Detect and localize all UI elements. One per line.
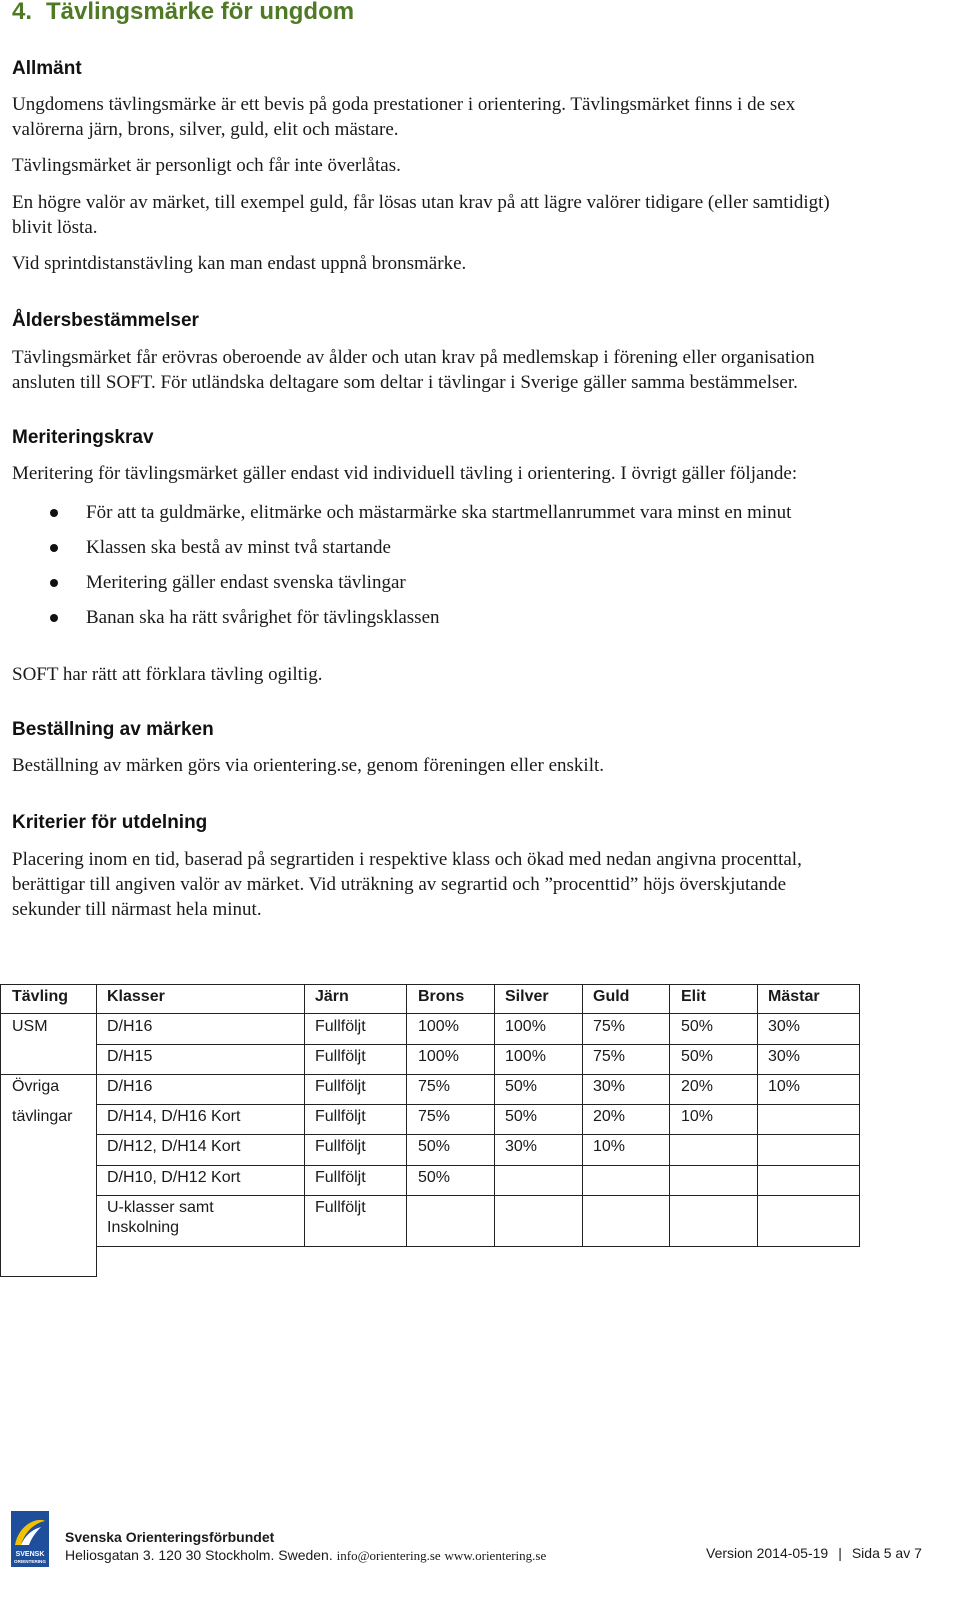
bullet-icon [50, 509, 58, 517]
table-header-cell: Elit [681, 988, 706, 1005]
footer-org-name: Svenska Orienteringsförbundet [65, 1529, 275, 1545]
table-cell: 75% [418, 1078, 451, 1095]
table-cell: 50% [681, 1018, 714, 1035]
table-header-cell: Guld [593, 988, 630, 1005]
table-cell: D/H15 [107, 1048, 153, 1065]
table-cell: Fullföljt [315, 1018, 366, 1035]
paragraph: Vid sprintdistanstävling kan man endast uppnå bronsmärke. [12, 253, 467, 274]
table-rule [0, 1074, 860, 1075]
table-cell: 100% [418, 1048, 459, 1065]
table-rule [669, 984, 670, 1247]
bullet-icon [50, 579, 58, 587]
table-cell: D/H16 [107, 1078, 153, 1095]
table-rule [304, 984, 305, 1247]
table-cell: Fullföljt [315, 1169, 366, 1186]
table-header-cell: Järn [315, 988, 349, 1005]
table-cell: Fullföljt [315, 1048, 366, 1065]
table-group-label: Övriga [12, 1078, 60, 1095]
page-number: Sida 5 av 7 [851, 1545, 922, 1561]
table-cell: 20% [593, 1108, 626, 1125]
table-header-cell: Brons [418, 988, 465, 1005]
table-cell: Fullföljt [315, 1138, 366, 1155]
table-rule [406, 984, 407, 1247]
table-cell: 50% [505, 1078, 538, 1095]
footer-separator: | [838, 1545, 842, 1561]
paragraph: Placering inom en tid, baserad på segrartiden i respektive klass och ökad med nedan angivna procenttal, berättigar till angiven valör av märket. Vid uträkning av segrartid och ”procenttid” höjs överskjutande sekunder till närmast hela minut. [12, 849, 802, 920]
svg-text:ORIENTERING: ORIENTERING [14, 1559, 46, 1564]
table-rule [859, 984, 860, 1247]
table-cell: 10% [593, 1138, 626, 1155]
table-cell: 100% [418, 1018, 459, 1035]
paragraph: Meritering för tävlingsmärket gäller endast vid individuell tävling i orientering. I övrigt gäller följande: [12, 463, 798, 484]
table-cell: 30% [593, 1078, 626, 1095]
bullet-icon [50, 544, 58, 552]
bullet-icon [50, 614, 58, 622]
table-cell: D/H16 [107, 1018, 153, 1035]
section-heading-bestallning: Beställning av märken [12, 719, 214, 740]
footer-website[interactable]: www.orientering.se [444, 1548, 547, 1563]
paragraph: Tävlingsmärket får erövras oberoende av ålder och utan krav på medlemskap i förening eller organisation ansluten till SOFT. För utländska deltagare som deltar i tävlingar i Sverige gäller samma bestämmelser. [12, 347, 815, 393]
table-rule [96, 1195, 860, 1196]
table-cell: 30% [768, 1048, 801, 1065]
table-group-label: USM [12, 1018, 48, 1035]
section-heading-merit: Meriteringskrav [12, 427, 154, 448]
table-header-cell: Tävling [12, 988, 69, 1005]
table-rule [96, 1165, 860, 1166]
footer-version: Version 2014-05-19 | Sida 5 av 7 [706, 1545, 922, 1561]
list-item: Meritering gäller endast svenska tävlingar [12, 570, 791, 605]
paragraph: En högre valör av märket, till exempel guld, får lösas utan krav på att lägre valörer tidigare (eller samtidigt) blivit lösta. [12, 192, 830, 238]
table-header-cell: Silver [505, 988, 549, 1005]
table-cell: Fullföljt [315, 1078, 366, 1095]
table-cell: 50% [418, 1138, 451, 1155]
table-header-cell: Klasser [107, 988, 165, 1005]
table-rule [96, 1246, 860, 1247]
table-cell: D/H10, D/H12 Kort [107, 1169, 241, 1186]
table-cell: 50% [681, 1048, 714, 1065]
table-rule [0, 984, 860, 985]
table-cell: Fullföljt [315, 1108, 366, 1125]
table-rule [757, 984, 758, 1247]
paragraph: Beställning av märken görs via orientering.se, genom föreningen eller enskilt. [12, 755, 604, 776]
list-item: Banan ska ha rätt svårighet för tävlingsklassen [12, 605, 791, 640]
footer-address: Heliosgatan 3. 120 30 Stockholm. Sweden. info@orientering.se www.orientering.se [65, 1547, 547, 1563]
table-rule [0, 1276, 97, 1277]
chapter-title-text: Tävlingsmärke för ungdom [46, 0, 355, 25]
table-rule [96, 1044, 860, 1045]
paragraph: Tävlingsmärket är personligt och får inte överlåtas. [12, 155, 401, 176]
table-cell: 100% [505, 1018, 546, 1035]
page-footer [0, 1508, 960, 1598]
table-rule [0, 1013, 860, 1014]
chapter-number: 4. [12, 0, 33, 25]
table-rule [96, 984, 97, 1277]
table-rule [96, 1104, 860, 1105]
paragraph: Ungdomens tävlingsmärke är ett bevis på goda prestationer i orientering. Tävlingsmärket finns i de sex valörerna järn, brons, silver, guld, elit och mästare. [12, 94, 796, 140]
section-heading-alder: Åldersbestämmelser [12, 310, 199, 331]
table-cell: 10% [681, 1108, 714, 1125]
table-cell: 50% [505, 1108, 538, 1125]
paragraph: SOFT har rätt att förklara tävling ogiltig. [12, 664, 323, 685]
table-cell: 75% [593, 1048, 626, 1065]
section-heading-allmant: Allmänt [12, 58, 82, 79]
table-cell: 10% [768, 1078, 801, 1095]
table-cell: 20% [681, 1078, 714, 1095]
section-heading-kriterier: Kriterier för utdelning [12, 812, 208, 833]
table-cell: 30% [505, 1138, 538, 1155]
table-cell: U-klasser samt Inskolning [107, 1199, 214, 1236]
bullet-list [12, 500, 791, 640]
table-cell: D/H14, D/H16 Kort [107, 1108, 241, 1125]
svensk-orientering-logo [11, 1511, 49, 1567]
chapter-title [12, 0, 354, 26]
table-group-label: tävlingar [12, 1108, 73, 1125]
table-cell: 30% [768, 1018, 801, 1035]
table-header-cell: Mästar [768, 988, 820, 1005]
table-rule [0, 984, 1, 1277]
svg-text:SVENSK: SVENSK [15, 1551, 45, 1558]
footer-email[interactable]: info@orientering.se [336, 1548, 441, 1563]
table-cell: 100% [505, 1048, 546, 1065]
list-item: För att ta guldmärke, elitmärke och mästarmärke ska startmellanrummet vara minst en minut [12, 500, 791, 535]
table-cell: 75% [593, 1018, 626, 1035]
list-item: Klassen ska bestå av minst två startande [12, 535, 791, 570]
criteria-table [0, 984, 860, 1277]
table-rule [494, 984, 495, 1247]
table-cell: 75% [418, 1108, 451, 1125]
table-cell: 50% [418, 1169, 451, 1186]
table-cell: D/H12, D/H14 Kort [107, 1138, 241, 1155]
table-rule [96, 1134, 860, 1135]
table-cell: Fullföljt [315, 1199, 366, 1216]
table-rule [582, 984, 583, 1247]
